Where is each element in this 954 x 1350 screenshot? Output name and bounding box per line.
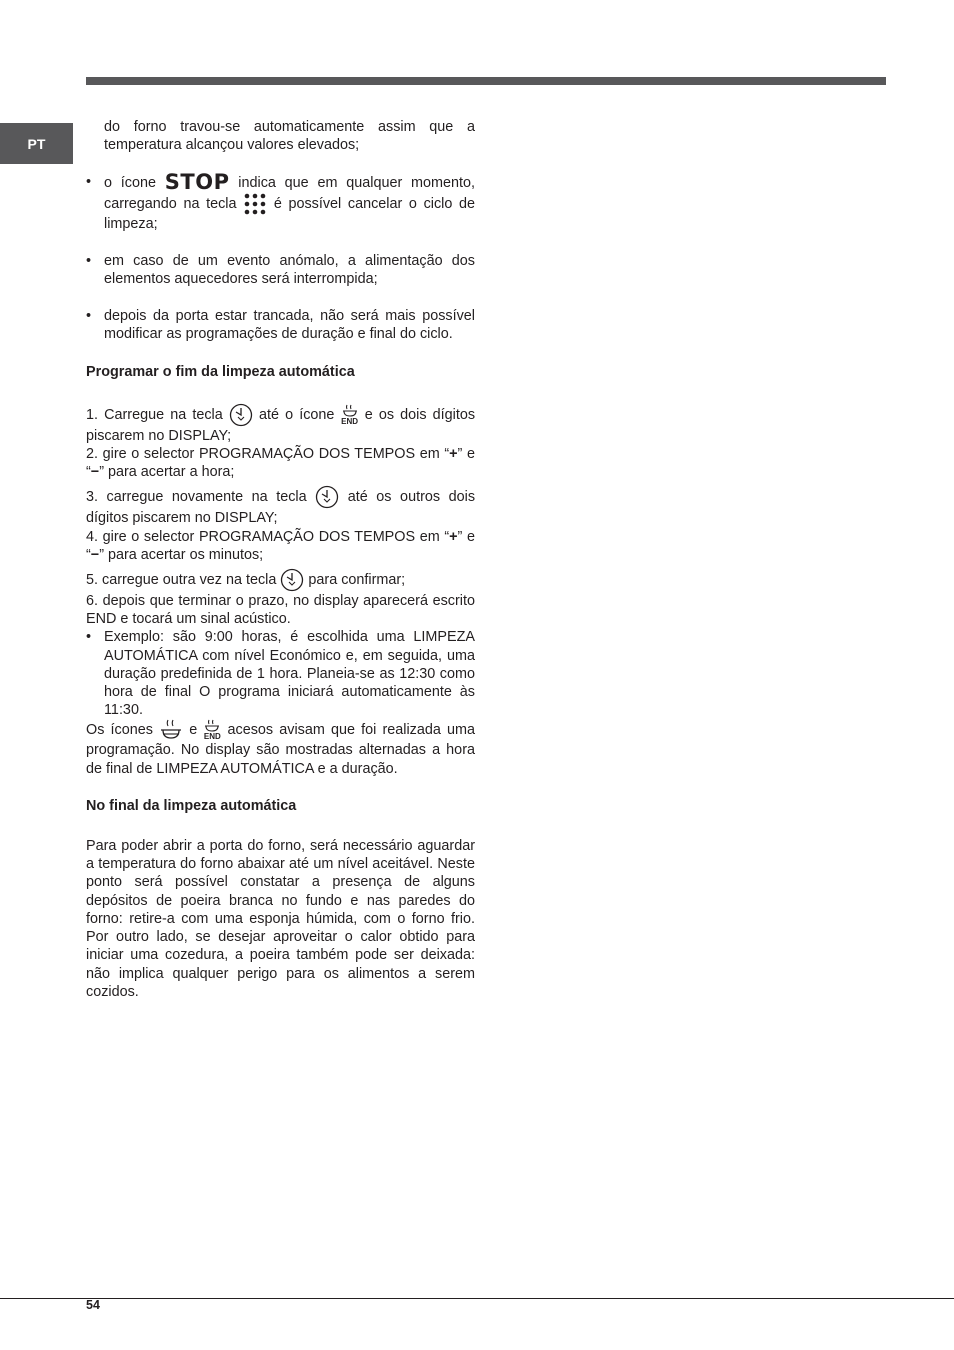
footer-rule [0,1298,954,1299]
main-column [86,118,475,1001]
end-pot-icon [341,404,359,426]
final-paragraph: Para poder abrir a porta do forno, será necessário aguardar a temperatura do forno abaixar até um nível aceitável. Neste ponto será possível constatar a presença de alguns depósitos de poeira branca no fundo e nas paredes do forno: retire-a com uma esponja húmida, com o forno frio. Por outro lado, se desejar aproveitar o calor obtido para iniciar uma cozedura, a poeira também pode ser deixada: não implica qualquer perigo para os alimentos a serem cozidos. [86,838,475,1000]
grid-key-icon [243,193,267,215]
end-label: END [341,416,359,426]
end-pot-icon [203,719,221,741]
minus-symbol: − [90,464,100,481]
pot-icon [159,719,183,741]
step-4: 4. gire o selector PROGRAMAÇÃO DOS TEMPOS em “+” e “−” para acertar os minutos; [86,528,475,563]
icons-paragraph: Os ícones e END acesos avisam que foi realizada uma programação. No display são mostradas alternadas a hora de final de LIMPEZA AUTOMÁTICA e a duração. [86,719,475,777]
step-3: 3. carregue novamente na tecla até os outros dois dígitos piscarem no DISPLAY; [86,485,475,527]
bullet-stop-icon: • o ícone STOP indica que em qualquer momento, carregando na tecla é possível cancelar o ciclo de limpeza; [86,173,475,232]
section-heading-final: No final da limpeza automática [86,797,297,814]
clock-key-icon [280,568,304,592]
plus-symbol: + [449,446,458,463]
paragraph-continued: do forno travou-se automaticamente assim que a temperatura alcançou valores elevados; [104,119,475,154]
end-label: END [203,732,221,742]
page-number: 54 [86,1298,100,1312]
bullet-door-locked: • depois da porta estar trancada, não será mais possível modificar as programações de duração e final do ciclo. [86,307,475,343]
stop-icon: STOP [164,170,230,195]
language-tab: PT [0,123,73,164]
example-bullet: • Exemplo: são 9:00 horas, é escolhida uma LIMPEZA AUTOMÁTICA com nível Económico e, em seguida, uma duração predefinida de 1 hora. Planeia-se as 12:30 como hora de final O programa iniciará automaticamente às 11:30. [86,628,475,719]
header-rule [86,77,886,85]
clock-key-icon [315,485,339,509]
step-1: 1. Carregue na tecla até o ícone END e os dois dígitos piscarem no DISPLAY; [86,403,475,445]
bullet-anomaly: • em caso de um evento anómalo, a alimentação dos elementos aquecedores será interrompida; [86,252,475,288]
step-6: 6. depois que terminar o prazo, no display aparecerá escrito END e tocará um sinal acústico. [86,593,475,628]
plus-symbol: + [449,528,458,545]
minus-symbol: − [90,546,100,563]
step-5: 5. carregue outra vez na tecla para confirmar; [86,568,475,592]
clock-key-icon [229,403,253,427]
section-heading-programming: Programar o fim da limpeza automática [86,363,355,380]
step-2: 2. gire o selector PROGRAMAÇÃO DOS TEMPOS em “+” e “−” para acertar a hora; [86,446,475,481]
